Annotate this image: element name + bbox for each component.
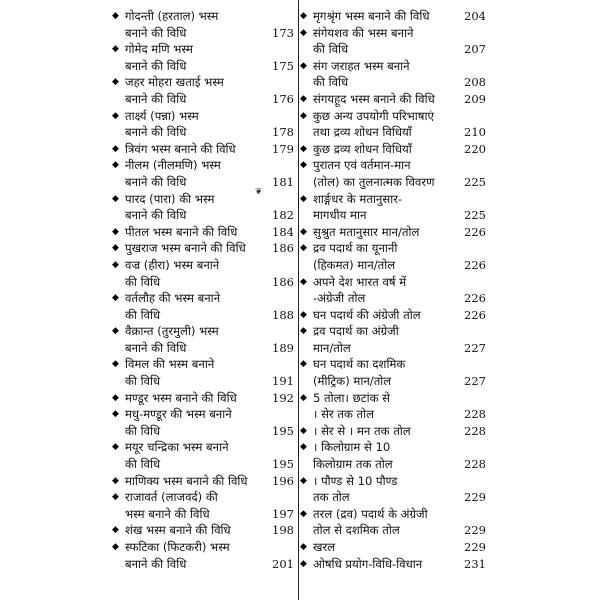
toc-entry-line bbox=[300, 489, 486, 506]
toc-entry-title: वैक्रान्त (तुरमुली) भस्म bbox=[125, 324, 219, 339]
diamond-bullet-icon: ◆ bbox=[112, 359, 119, 370]
toc-entry-title: की विधि bbox=[313, 75, 349, 90]
toc-entry-title: की विधि bbox=[313, 42, 349, 57]
toc-entry-title: अपने देश भारत वर्ष में bbox=[313, 274, 407, 289]
toc-entry[interactable] bbox=[112, 390, 298, 407]
diamond-bullet-icon: ◆ bbox=[300, 243, 307, 254]
toc-page-number: 196 bbox=[272, 473, 294, 488]
toc-entry-title: । सेर से । मन तक तोल bbox=[313, 423, 411, 438]
toc-entry-title: बनाने की विधि bbox=[125, 125, 187, 140]
toc-entry-line bbox=[300, 207, 486, 224]
toc-page-number: 229 bbox=[464, 490, 486, 505]
toc-entry-title: बनाने की विधि bbox=[125, 58, 187, 73]
toc-entry-title: गोदन्ती (हरताल) भस्म bbox=[125, 9, 219, 23]
toc-entry[interactable] bbox=[112, 539, 298, 572]
toc-entry-title: की विधि bbox=[125, 457, 161, 472]
toc-entry-line bbox=[300, 506, 486, 523]
diamond-bullet-icon: ◆ bbox=[112, 542, 119, 552]
toc-entry-title: राजावर्त (लाजवर्द) की bbox=[125, 490, 218, 505]
toc-page-number: 227 bbox=[464, 340, 486, 355]
toc-page-number: 195 bbox=[272, 423, 294, 438]
toc-entry-line bbox=[300, 41, 486, 58]
toc-entry-line bbox=[112, 25, 298, 42]
toc-entry-title: तक तोल bbox=[313, 490, 350, 505]
toc-entry-title: पारद (पारा) की भस्म bbox=[125, 191, 215, 206]
toc-entry-title: संग जराहत भस्म बनाने bbox=[313, 58, 410, 73]
toc-page-number: 204 bbox=[464, 9, 486, 23]
toc-entry-line bbox=[112, 439, 298, 456]
diamond-bullet-icon: ◆ bbox=[300, 110, 307, 121]
toc-entry-line bbox=[300, 556, 486, 573]
toc-entry-title: मान/तोल bbox=[313, 340, 351, 355]
toc-entry-line bbox=[112, 207, 298, 224]
toc-entry-line bbox=[300, 307, 486, 324]
toc-entry-title: कुछ अन्य उपयोगी परिभाषाएं bbox=[313, 108, 434, 123]
toc-entry[interactable] bbox=[112, 439, 298, 472]
toc-entry-title: की विधि bbox=[125, 374, 161, 389]
toc-entry-line bbox=[112, 91, 298, 108]
toc-entry-title: संगयहूद भस्म बनाने की विधि bbox=[313, 91, 435, 106]
toc-entry-line bbox=[112, 191, 298, 208]
toc-entry[interactable] bbox=[300, 191, 486, 224]
toc-page-number: 197 bbox=[272, 506, 294, 521]
toc-page-number: 178 bbox=[272, 125, 294, 140]
toc-entry-line bbox=[112, 157, 298, 174]
toc-entry-title: घन पदार्थ की अंग्रेजी तोल bbox=[313, 307, 421, 322]
toc-entry-title: विमल की भस्म बनाने bbox=[125, 357, 215, 372]
toc-entry[interactable] bbox=[112, 74, 298, 107]
toc-entry[interactable] bbox=[300, 556, 486, 573]
diamond-bullet-icon: ◆ bbox=[300, 160, 307, 171]
column-divider bbox=[298, 0, 299, 600]
diamond-bullet-icon: ◆ bbox=[112, 293, 119, 304]
toc-entry-line bbox=[300, 141, 486, 158]
toc-entry-title: भस्म बनाने की विधि bbox=[125, 506, 210, 521]
toc-entry-title: बनाने की विधि bbox=[125, 340, 187, 355]
toc-entry-line bbox=[112, 406, 298, 423]
toc-page-number: 201 bbox=[272, 556, 294, 571]
toc-entry[interactable] bbox=[112, 157, 298, 190]
toc-entry[interactable] bbox=[300, 356, 486, 389]
toc-entry[interactable] bbox=[112, 257, 298, 290]
diamond-bullet-icon: ◆ bbox=[300, 226, 307, 237]
toc-entry-title: वर्तलौह की भस्म बनाने bbox=[125, 291, 221, 306]
toc-entry-line bbox=[300, 58, 486, 75]
diamond-bullet-icon: ◆ bbox=[300, 27, 307, 38]
toc-entry-line bbox=[112, 174, 298, 191]
toc-page-number: 220 bbox=[464, 141, 486, 156]
toc-entry-title: वज्र (हीरा) भस्म बनाने bbox=[125, 257, 220, 272]
toc-entry-line bbox=[300, 390, 486, 407]
toc-page-number: 226 bbox=[464, 224, 486, 239]
toc-page-number: 186 bbox=[272, 274, 294, 289]
toc-entry-line bbox=[300, 174, 486, 191]
toc-entry-line bbox=[300, 439, 486, 456]
toc-entry-title: घन पदार्थ का दशमिक bbox=[313, 357, 406, 372]
toc-entry-line bbox=[300, 191, 486, 208]
toc-entry-line bbox=[112, 257, 298, 274]
toc-entry-title: शंख भस्म बनाने की विधि bbox=[125, 523, 231, 538]
diamond-bullet-icon: ◆ bbox=[112, 44, 119, 55]
toc-entry[interactable] bbox=[300, 91, 486, 108]
toc-entry[interactable] bbox=[112, 323, 298, 356]
toc-entry-line bbox=[300, 74, 486, 91]
toc-page-number: 198 bbox=[272, 523, 294, 538]
diamond-bullet-icon: ◆ bbox=[300, 425, 307, 436]
toc-entry-title: द्रव पदार्थ का यूनानी bbox=[313, 241, 398, 256]
diamond-bullet-icon: ◆ bbox=[300, 326, 307, 337]
toc-entry[interactable] bbox=[300, 240, 486, 273]
toc-entry-title: पुरातन एवं वर्तमान-मान bbox=[313, 158, 411, 173]
toc-entry-line bbox=[112, 58, 298, 75]
toc-entry-line bbox=[300, 290, 486, 307]
toc-entry-line bbox=[112, 8, 298, 25]
toc-entry-line bbox=[112, 390, 298, 407]
toc-entry[interactable] bbox=[300, 8, 486, 25]
diamond-bullet-icon: ◆ bbox=[112, 326, 119, 337]
toc-entry[interactable] bbox=[300, 108, 486, 141]
toc-entry-title: द्रव पदार्थ का अंग्रेजी bbox=[313, 324, 399, 339]
toc-page-number: 209 bbox=[464, 91, 486, 106]
toc-entry[interactable] bbox=[112, 406, 298, 439]
toc-page-number: 181 bbox=[272, 174, 294, 189]
toc-entry-title: (तोल) का तुलनात्मक विवरण bbox=[313, 174, 435, 189]
toc-page-number: 179 bbox=[272, 141, 294, 156]
toc-entry-title: 5 तोला। छटांक से bbox=[313, 390, 391, 405]
toc-entry-title: बनाने की विधि bbox=[125, 556, 187, 571]
toc-entry-line bbox=[112, 423, 298, 440]
toc-entry[interactable] bbox=[112, 240, 298, 257]
toc-page-number: 228 bbox=[464, 457, 486, 472]
toc-entry[interactable] bbox=[112, 108, 298, 141]
toc-entry-title: मागधीय मान bbox=[313, 208, 367, 223]
toc-page-number: 229 bbox=[464, 540, 486, 554]
toc-entry-line bbox=[112, 141, 298, 158]
toc-entry-line bbox=[300, 91, 486, 108]
diamond-bullet-icon: ◆ bbox=[300, 60, 307, 71]
toc-entry-title: किलोग्राम तक तोल bbox=[313, 457, 393, 472]
diamond-bullet-icon: ◆ bbox=[300, 475, 307, 486]
toc-entry-line bbox=[112, 473, 298, 490]
toc-entry-line bbox=[112, 290, 298, 307]
toc-page-number: 186 bbox=[272, 241, 294, 256]
diamond-bullet-icon: ◆ bbox=[112, 475, 119, 486]
toc-page-number: 184 bbox=[272, 224, 294, 239]
diamond-bullet-icon: ◆ bbox=[300, 508, 307, 519]
toc-entry-title: गोमेद मणि भस्म bbox=[125, 42, 193, 57]
toc-right-column bbox=[300, 8, 486, 572]
toc-entry-line bbox=[300, 124, 486, 141]
toc-entry[interactable] bbox=[112, 522, 298, 539]
toc-entry-line bbox=[112, 224, 298, 241]
toc-entry-line bbox=[112, 356, 298, 373]
toc-entry-line bbox=[112, 307, 298, 324]
toc-entry-line bbox=[300, 108, 486, 125]
toc-page-number: 226 bbox=[464, 307, 486, 322]
toc-entry[interactable] bbox=[300, 423, 486, 440]
toc-entry-title: मयूर चन्द्रिका भस्म बनाने bbox=[125, 440, 229, 455]
toc-page-number: 191 bbox=[272, 374, 294, 389]
toc-entry-title: (मीट्रिक) मान/तोल bbox=[313, 374, 392, 389]
toc-entry-title: तथा द्रव्य शोधन विधियाँ bbox=[313, 125, 412, 140]
toc-page-number: 225 bbox=[464, 208, 486, 223]
toc-entry-line bbox=[112, 340, 298, 357]
diamond-bullet-icon: ◆ bbox=[112, 243, 119, 254]
diamond-bullet-icon: ◆ bbox=[112, 110, 119, 121]
toc-entry[interactable] bbox=[300, 307, 486, 324]
toc-entry-title: । पौण्ड से 10 पौण्ड bbox=[313, 473, 398, 488]
toc-entry-line bbox=[112, 539, 298, 556]
diamond-bullet-icon: ◆ bbox=[112, 442, 119, 453]
toc-entry-line bbox=[112, 274, 298, 291]
toc-page-number: 207 bbox=[464, 42, 486, 57]
toc-entry-title: जहर मोहरा खताई भस्म bbox=[125, 75, 224, 90]
toc-entry-line bbox=[300, 157, 486, 174]
toc-page-number: 195 bbox=[272, 457, 294, 472]
toc-entry-line bbox=[300, 224, 486, 241]
diamond-bullet-icon: ◆ bbox=[300, 93, 307, 104]
toc-entry-line bbox=[112, 74, 298, 91]
toc-entry[interactable] bbox=[300, 141, 486, 158]
toc-entry-title: शार्ङ्गधर के मतानुसार- bbox=[313, 191, 403, 206]
diamond-bullet-icon: ◆ bbox=[112, 77, 119, 88]
toc-entry[interactable] bbox=[300, 224, 486, 241]
toc-entry-title: बनाने की विधि bbox=[125, 174, 187, 189]
toc-entry-title: -अंग्रेजी तोल bbox=[313, 291, 366, 306]
toc-entry-line bbox=[112, 506, 298, 523]
toc-entry[interactable] bbox=[300, 390, 486, 423]
toc-page-number: 182 bbox=[272, 208, 294, 223]
toc-entry-title: तोल से दशमिक तोल bbox=[313, 523, 400, 538]
toc-entry-line bbox=[300, 340, 486, 357]
toc-entry[interactable] bbox=[300, 439, 486, 472]
toc-entry[interactable] bbox=[112, 356, 298, 389]
diamond-bullet-icon: ◆ bbox=[300, 442, 307, 453]
diamond-bullet-icon: ◆ bbox=[300, 276, 307, 287]
toc-entry-title: तरल (द्रव) पदार्थ के अंग्रेजी bbox=[313, 506, 428, 521]
diamond-bullet-icon: ◆ bbox=[300, 193, 307, 204]
diamond-bullet-icon: ◆ bbox=[300, 542, 307, 552]
diamond-bullet-icon: ◆ bbox=[300, 309, 307, 320]
toc-entry-line bbox=[112, 522, 298, 539]
toc-page-number: 173 bbox=[272, 25, 294, 40]
toc-entry-title: मधु-मण्डूर की भस्म बनाने bbox=[125, 407, 232, 422]
toc-entry-line bbox=[300, 423, 486, 440]
toc-entry[interactable] bbox=[300, 323, 486, 356]
toc-page-number: 226 bbox=[464, 291, 486, 306]
diamond-bullet-icon: ◆ bbox=[112, 143, 119, 154]
toc-entry-line bbox=[300, 539, 486, 556]
toc-entry-title: । सेर तक तोल bbox=[313, 407, 375, 422]
toc-entry-title: की विधि bbox=[125, 307, 161, 322]
diamond-bullet-icon: ◆ bbox=[112, 11, 119, 21]
toc-page-number: 188 bbox=[272, 307, 294, 322]
toc-page-number: 175 bbox=[272, 58, 294, 73]
toc-entry-title: तार्क्ष्य (पन्ना) भस्म bbox=[125, 108, 199, 123]
toc-entry-title: (हिकमत) मान/तोल bbox=[313, 257, 396, 272]
print-smudge-mark: ❦ bbox=[255, 187, 263, 197]
toc-entry[interactable] bbox=[300, 274, 486, 307]
diamond-bullet-icon: ◆ bbox=[300, 392, 307, 403]
diamond-bullet-icon: ◆ bbox=[112, 492, 119, 503]
toc-entry-title: खरल bbox=[313, 540, 336, 554]
toc-entry[interactable] bbox=[300, 25, 486, 58]
toc-entry-title: संगेयशव की भस्म बनाने bbox=[313, 25, 414, 40]
toc-page-number: 228 bbox=[464, 423, 486, 438]
diamond-bullet-icon: ◆ bbox=[300, 143, 307, 154]
toc-page-number: 208 bbox=[464, 75, 486, 90]
toc-entry[interactable] bbox=[112, 290, 298, 323]
toc-entry-line bbox=[300, 274, 486, 291]
toc-page-number: 176 bbox=[272, 91, 294, 106]
toc-page-number: 226 bbox=[464, 257, 486, 272]
toc-entry-line bbox=[300, 8, 486, 25]
toc-entry-line bbox=[300, 456, 486, 473]
toc-entry-title: बनाने की विधि bbox=[125, 208, 187, 223]
toc-entry-line bbox=[300, 323, 486, 340]
toc-page-number: 229 bbox=[464, 523, 486, 538]
toc-entry-title: मृगश्रृंग भस्म बनाने की विधि bbox=[313, 9, 430, 23]
toc-entry[interactable] bbox=[112, 41, 298, 74]
toc-entry[interactable] bbox=[112, 489, 298, 522]
toc-entry[interactable] bbox=[300, 157, 486, 190]
toc-page-number: 231 bbox=[464, 556, 486, 571]
toc-page-number: 189 bbox=[272, 340, 294, 355]
toc-entry-line bbox=[112, 489, 298, 506]
toc-entry[interactable] bbox=[112, 224, 298, 241]
toc-entry[interactable] bbox=[112, 8, 298, 41]
toc-entry-line bbox=[300, 356, 486, 373]
diamond-bullet-icon: ◆ bbox=[112, 409, 119, 420]
toc-entry[interactable] bbox=[300, 58, 486, 91]
toc-entry-title: सुश्रुत मतानुसार मान/तोल bbox=[313, 224, 420, 239]
toc-page-number: 225 bbox=[464, 174, 486, 189]
toc-entry-title: की विधि bbox=[125, 274, 161, 289]
toc-entry-title: बनाने की विधि bbox=[125, 25, 187, 40]
toc-entry-line bbox=[112, 323, 298, 340]
toc-entry-line bbox=[112, 240, 298, 257]
toc-entry[interactable] bbox=[300, 473, 486, 506]
toc-entry-line bbox=[112, 373, 298, 390]
diamond-bullet-icon: ◆ bbox=[112, 392, 119, 403]
toc-entry-title: माणिक्य भस्म बनाने की विधि bbox=[125, 473, 248, 488]
toc-entry-line bbox=[300, 25, 486, 42]
toc-entry-title: बनाने की विधि bbox=[125, 91, 187, 106]
toc-entry[interactable] bbox=[112, 191, 298, 224]
diamond-bullet-icon: ◆ bbox=[112, 193, 119, 204]
toc-entry-title: मण्डूर भस्म बनाने की विधि bbox=[125, 390, 237, 405]
toc-page-number: 192 bbox=[272, 390, 294, 405]
toc-entry-line bbox=[300, 240, 486, 257]
toc-entry-line bbox=[112, 124, 298, 141]
toc-left-column bbox=[112, 8, 298, 572]
toc-entry-title: ओषधि प्रयोग-विधि-विधान bbox=[313, 556, 423, 571]
toc-page-number: 210 bbox=[464, 125, 486, 140]
toc-entry-line bbox=[300, 522, 486, 539]
toc-entry[interactable] bbox=[300, 506, 486, 539]
toc-entry-title: पीतल भस्म बनाने की विधि bbox=[125, 224, 238, 239]
toc-entry-title: की विधि bbox=[125, 423, 161, 438]
toc-entry-title: नीलम (नीलमणि) भस्म bbox=[125, 158, 221, 173]
toc-entry[interactable] bbox=[300, 539, 486, 556]
toc-entry-line bbox=[112, 41, 298, 58]
diamond-bullet-icon: ◆ bbox=[300, 11, 307, 21]
toc-entry[interactable] bbox=[112, 473, 298, 490]
diamond-bullet-icon: ◆ bbox=[112, 525, 119, 536]
toc-entry-title: । किलोग्राम से 10 bbox=[313, 440, 391, 455]
toc-page-number: 227 bbox=[464, 374, 486, 389]
diamond-bullet-icon: ◆ bbox=[300, 558, 307, 569]
toc-entry[interactable] bbox=[112, 141, 298, 158]
toc-entry-line bbox=[300, 373, 486, 390]
diamond-bullet-icon: ◆ bbox=[112, 259, 119, 270]
toc-entry-title: कुछ द्रव्य शोधन विधियाँ bbox=[313, 141, 412, 156]
toc-entry-line bbox=[112, 556, 298, 573]
toc-entry-line bbox=[112, 108, 298, 125]
toc-page-number: 228 bbox=[464, 407, 486, 422]
toc-entry-title: स्फटिका (फिटकरी) भस्म bbox=[125, 540, 230, 554]
toc-entry-line bbox=[112, 456, 298, 473]
diamond-bullet-icon: ◆ bbox=[112, 160, 119, 171]
diamond-bullet-icon: ◆ bbox=[112, 226, 119, 237]
diamond-bullet-icon: ◆ bbox=[300, 359, 307, 370]
toc-entry-title: त्रिवंग भस्म बनाने की विधि bbox=[125, 141, 236, 156]
toc-entry-line bbox=[300, 257, 486, 274]
toc-entry-title: पुखराज भस्म बनाने की विधि bbox=[125, 241, 246, 256]
toc-entry-line bbox=[300, 473, 486, 490]
toc-entry-line bbox=[300, 406, 486, 423]
